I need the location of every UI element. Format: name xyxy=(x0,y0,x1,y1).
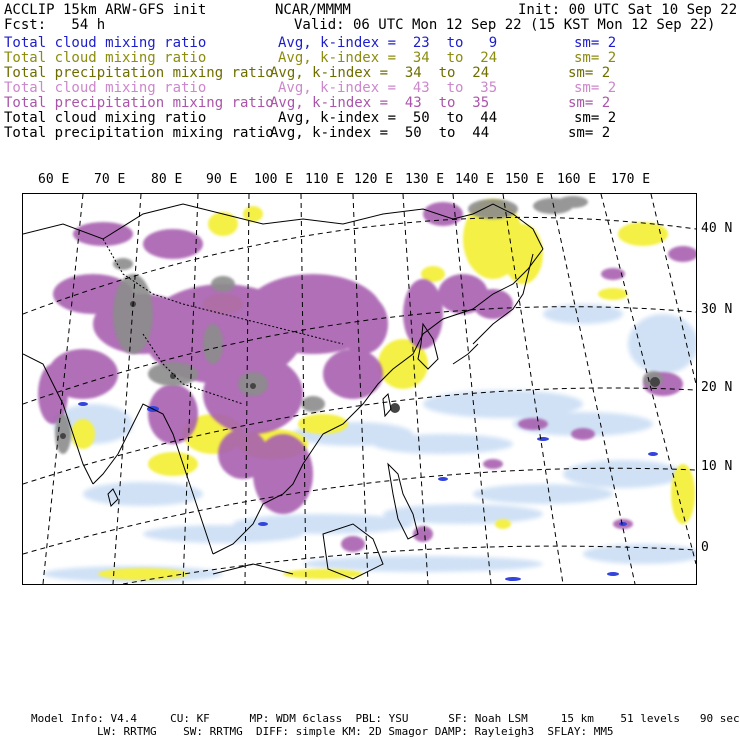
map-canvas xyxy=(23,194,696,584)
lon-label: 140 E xyxy=(455,172,495,187)
lat-label: 30 N xyxy=(701,302,733,317)
field-sm: sm= 2 xyxy=(574,35,617,51)
field-sm: sm= 2 xyxy=(568,65,611,81)
forecast-hour: Fcst: 54 h xyxy=(4,17,106,33)
lon-label: 160 E xyxy=(557,172,597,187)
field-avg: Avg, k-index = 50 to 44 xyxy=(278,110,498,126)
lat-label: 20 N xyxy=(701,380,733,395)
field-avg: Avg, k-index = 23 to 9 xyxy=(278,35,498,51)
field-name: Total precipitation mixing ratio xyxy=(4,65,274,81)
lon-label: 130 E xyxy=(405,172,445,187)
field-avg: Avg, k-index = 34 to 24 xyxy=(270,65,490,81)
center-label: NCAR/MMMM xyxy=(275,2,351,18)
model-title: ACCLIP 15km ARW-GFS init xyxy=(4,2,207,18)
lon-label: 60 E xyxy=(38,172,70,187)
lon-label: 100 E xyxy=(254,172,294,187)
field-name: Total cloud mixing ratio xyxy=(4,35,207,51)
field-sm: sm= 2 xyxy=(574,80,617,96)
field-avg: Avg, k-index = 34 to 24 xyxy=(278,50,498,66)
lat-label: 0 xyxy=(701,540,709,555)
field-avg: Avg, k-index = 50 to 44 xyxy=(270,125,490,141)
valid-time: Valid: 06 UTC Mon 12 Sep 22 (15 KST Mon 12 Sep 22) xyxy=(294,17,716,33)
forecast-map xyxy=(22,193,697,585)
lon-label: 110 E xyxy=(305,172,345,187)
field-avg: Avg, k-index = 43 to 35 xyxy=(278,80,498,96)
field-avg: Avg, k-index = 43 to 35 xyxy=(270,95,490,111)
field-name: Total precipitation mixing ratio xyxy=(4,95,274,111)
field-name: Total cloud mixing ratio xyxy=(4,50,207,66)
init-time: Init: 00 UTC Sat 10 Sep 22 xyxy=(518,2,738,18)
field-sm: sm= 2 xyxy=(568,125,611,141)
field-sm: sm= 2 xyxy=(568,95,611,111)
lon-label: 120 E xyxy=(354,172,394,187)
field-sm: sm= 2 xyxy=(574,50,617,66)
field-sm: sm= 2 xyxy=(574,110,617,126)
field-name: Total cloud mixing ratio xyxy=(4,80,207,96)
lon-label: 80 E xyxy=(151,172,183,187)
model-info-line-2: LW: RRTMG SW: RRTMG DIFF: simple KM: 2D Smagor DAMP: Rayleigh3 SFLAY: MM5 xyxy=(97,725,614,738)
lon-label: 170 E xyxy=(611,172,651,187)
field-name: Total precipitation mixing ratio xyxy=(4,125,274,141)
lon-label: 70 E xyxy=(94,172,126,187)
model-info-line-1: Model Info: V4.4 CU: KF MP: WDM 6class PBL: YSU SF: Noah LSM 15 km 51 levels 90 sec xyxy=(31,712,740,725)
lat-label: 40 N xyxy=(701,221,733,236)
lon-label: 90 E xyxy=(206,172,238,187)
lon-label: 150 E xyxy=(505,172,545,187)
field-name: Total cloud mixing ratio xyxy=(4,110,207,126)
lat-label: 10 N xyxy=(701,459,733,474)
